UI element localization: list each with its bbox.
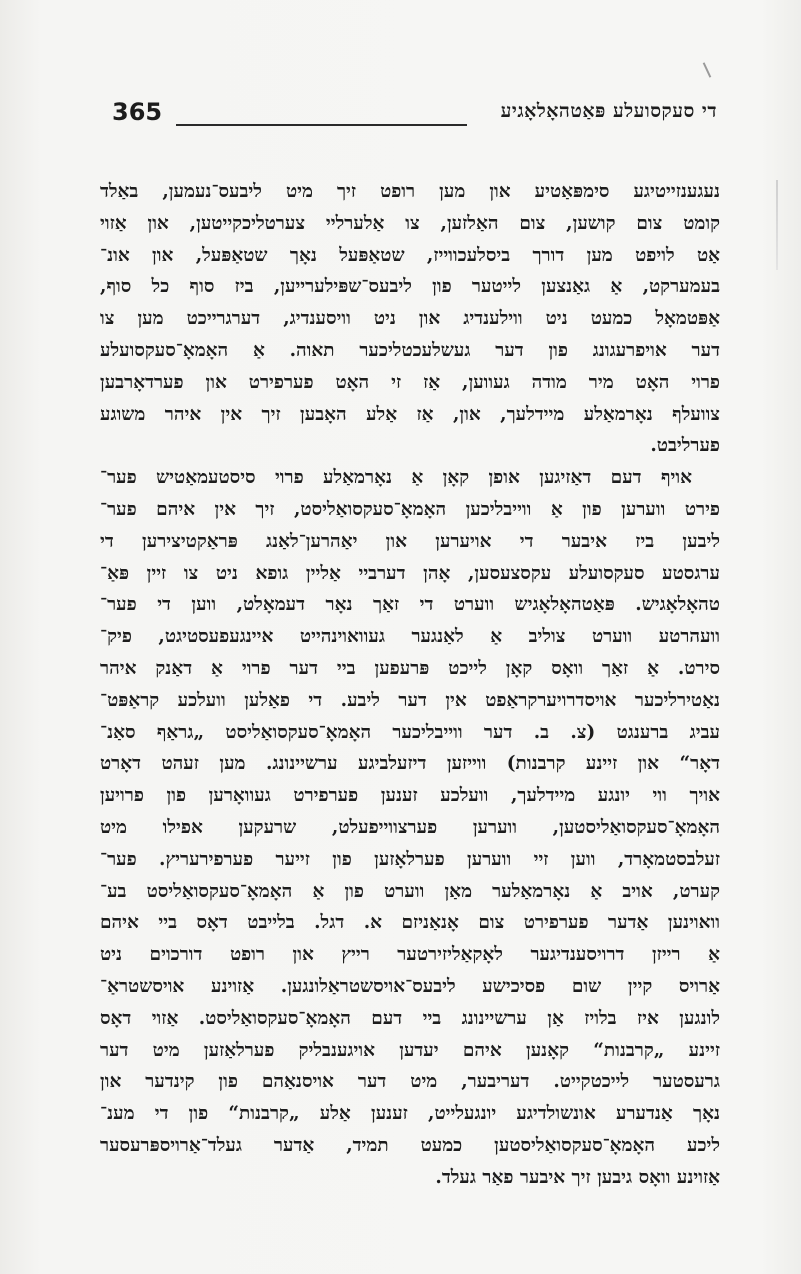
text-line: ליכע האָמאָ־סעקסואַליסטען כמעט תמיד, אַדער געלד־אַרויספּרעסער: [100, 1134, 720, 1156]
text-line: אַרויס קיין שום פסיכישע ליבעס־אויסשטראַלונגען. אַזוינע אויסשטראַ־: [100, 975, 720, 997]
text-line: סירט. אַ זאַך וואָס קאָן לייכט פּרעפען ביי דער פרוי אַ דאַנק איהר: [100, 657, 720, 679]
text-line: דאָר“ און זיינע קרבנות) ווייזען דיזעלביגע ערשיינונג. מען זעהט דאָרט: [100, 753, 720, 775]
text-line: פערליבט.: [650, 435, 720, 457]
text-line: אַט לויפט מען דורך ביסלעכווייז, שטאַפּעל נאָך שטאַפּעל, און אונ־: [100, 244, 720, 266]
text-line: אַזוינע וואָס גיבען זיך איבער פאַר געלד.: [435, 1166, 720, 1188]
text-line: צוועלף נאָרמאַלע מיידלעך, און, אַז אַלע האָבען זיך אין איהר משוגע: [100, 403, 720, 425]
scan-edge-mark: [776, 180, 778, 270]
text-line: טהאָלאָגיש. פּאַטהאָלאָגיש ווערט די זאַך נאָר דעמאָלט, ווען די פער־: [100, 594, 720, 616]
text-line: עביג ברענגט (צ. ב. דער ווייבליכער האָמאָ־סעקסואַליסט „גראַף סאַנ־: [100, 721, 720, 743]
header-rule: [176, 124, 467, 126]
text-line: פרוי האָט מיר מודה געווען, אַז זי האָט פערפירט און פערדאָרבען: [100, 371, 720, 393]
text-line: זיינע „קרבנות“ קאָנען איהם יעדען אויגענבליק פערלאַזען מיט דער: [100, 1039, 720, 1061]
text-line: בעמערקט, אַ גאַנצען לייטער פון ליבעס־שפּילערייען, ביז סוף כל סוף,: [100, 276, 720, 298]
text-line: אויף דעם דאַזיגען אופן קאָן אַ נאָרמאַלע פרוי סיסטעמאַטיש פער־: [100, 467, 692, 489]
page-number: 365: [112, 98, 163, 126]
text-line: דער אויפרעגונג פון דער געשלעכטליכער תאוה. אַ האָמאָ־סעקסועלע: [100, 339, 720, 361]
text-line: ערגסטע סעקסועלע עקסצעסען, אָהן דערביי אַליין גופא ניט צו זיין פּאַ־: [100, 562, 720, 584]
text-line: וואוינען אַדער פערפירט צום אָנאַניזם א. דגל. בלייבט דאָס ביי איהם: [100, 912, 720, 934]
paragraph: [100, 176, 720, 462]
text-line: קערט, אויב אַ נאָרמאַלער מאַן ווערט פון אַ האָמאָ־סעקסואַליסט בע־: [100, 880, 720, 902]
body-text: [100, 176, 720, 1194]
text-line: נעגענזייטיגע סימפּאַטיע און מען רופט זיך מיט ליבעס־נעמען, באַלד: [100, 181, 720, 202]
text-line: אַפּטמאָל כמעט ניט ווילענדיג און ניט וויסענדיג, דערגרייכט מען צו: [100, 308, 720, 330]
text-line: קומט צום קושען, צום האַלזען, צו אַלערליי צערטליכקייטען, און אַזוי: [100, 212, 720, 234]
scan-mark: [703, 62, 712, 77]
text-line: וועהרטע ווערט צוליב אַ לאַנגער געוואוינהייט איינגעפעסטיגט, פיק־: [100, 626, 720, 648]
text-line: האָמאָ־סעקסואַליסטען, ווערען פערצווייפעלט, שרעקען אפילו מיט: [100, 816, 720, 838]
text-line: פירט ווערען פון אַ ווייבליכען האָמאָ־סעקסואַליסט, זיך אין איהם פער־: [100, 498, 720, 520]
text-line: נאָך אַנדערע אונשולדיגע יונגעלייט, זענען אַלע „קרבנות“ פון די מענ־: [100, 1103, 720, 1125]
text-line: נאַטירליכער אויסדרויערקראַפט אין דער ליבע. די פאַלען וועלכע קראַפּט־: [100, 689, 720, 711]
page-header: [112, 96, 717, 132]
text-line: ליבען ביז איבער די אויערען און יאַהרען־לאַנג פּראַקטיצירען די: [100, 530, 720, 552]
running-head: די סעקסועלע פּאַטהאָלאָגיע: [500, 100, 717, 122]
text-line: אויך ווי יונגע מיידלעך, וועלכע זענען פערפירט געוואָרען פון פרויען: [100, 785, 720, 807]
paragraph: [100, 462, 720, 1193]
text-line: זעלבסטמאָרד, ווען זיי ווערען פערלאָזען פון זייער פערפירעריץ. פער־: [100, 848, 720, 870]
text-line: אַ רייזן דרויסענדיגער לאָקאַליזירטער רייץ און רופט דורכוים ניט: [100, 944, 720, 966]
text-line: גרעסטער לייכטקייט. דעריבער, מיט דער אויסנאַהם פון קינדער און: [100, 1071, 720, 1093]
text-line: לונגען איז בלויז אַן ערשיינונג ביי דעם האָמאָ־סעקסואַליסט. אַזוי דאָס: [100, 1007, 720, 1029]
